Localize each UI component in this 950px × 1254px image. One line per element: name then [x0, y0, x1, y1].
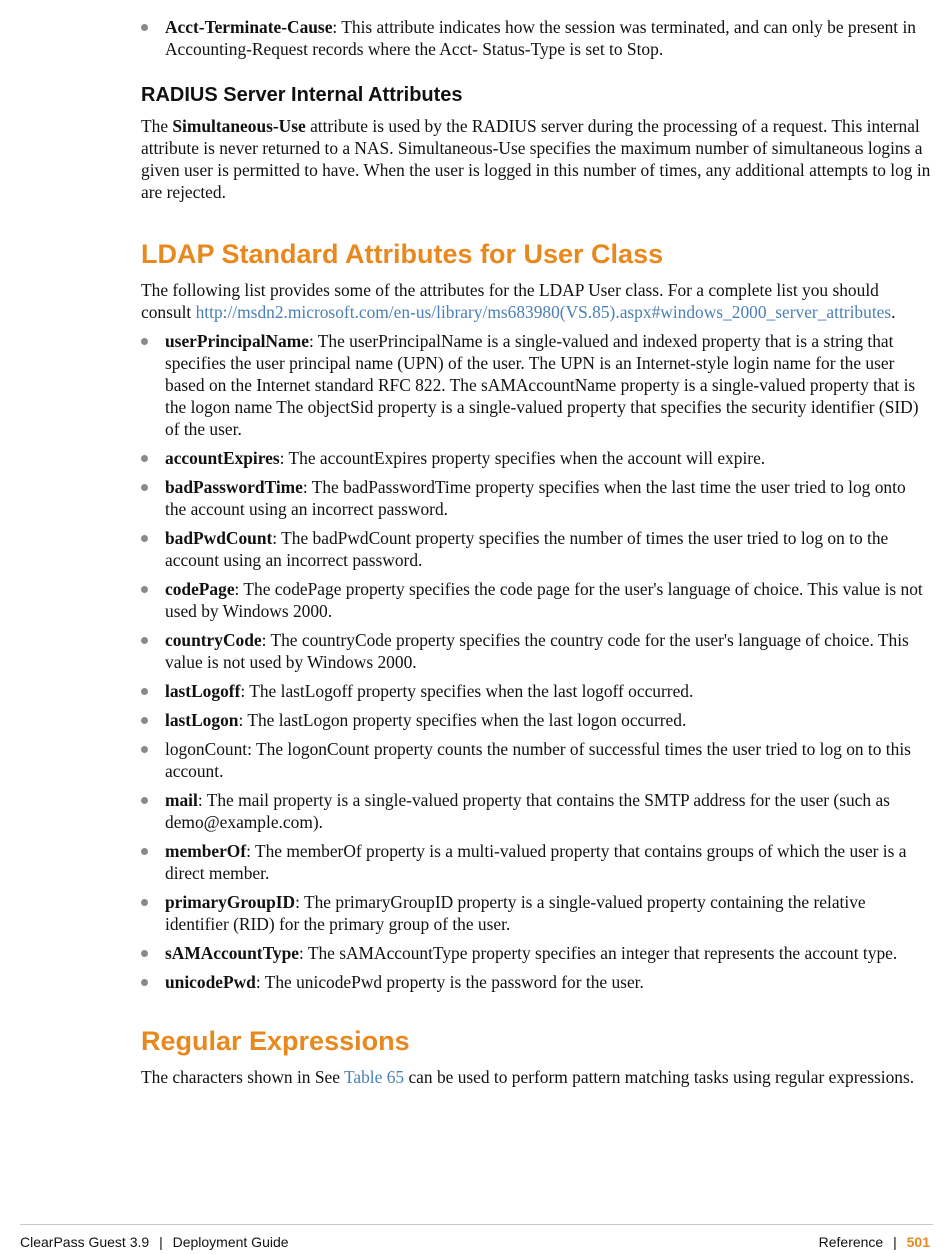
attribute-description: : The countryCode property specifies the country code for the user's language of choice. This value is not used by Windows 2000. — [165, 630, 909, 672]
bullet-icon — [141, 950, 148, 957]
attribute-term: lastLogon — [165, 710, 239, 730]
attribute-term: sAMAccountType — [165, 943, 299, 963]
attribute-description: : The accountExpires property specifies when the account will expire. — [279, 448, 766, 468]
attribute-description: : The mail property is a single-valued property that contains the SMTP address for the user (such as demo@example.com). — [165, 790, 890, 832]
attribute-description: : The badPwdCount property specifies the number of times the user tried to log on to the account using an incorrect password. — [165, 528, 889, 570]
attribute-description: : The lastLogon property specifies when the last logon occurred. — [238, 710, 687, 730]
list-item — [141, 680, 931, 702]
bullet-icon — [141, 717, 148, 724]
list-item — [141, 578, 931, 622]
ldap-intro-end: . — [891, 302, 896, 322]
ldap-intro-text: The following list provides some of the attributes for the LDAP User class. For a complete list you should consult — [141, 280, 879, 322]
attribute-term: lastLogoff — [165, 681, 241, 701]
attribute-term: Acct-Terminate-Cause — [165, 17, 333, 37]
list-item — [141, 789, 931, 833]
radius-term: Simultaneous-Use — [172, 116, 306, 136]
list-item — [141, 942, 931, 964]
bullet-icon — [141, 637, 148, 644]
attribute-term: primaryGroupID — [165, 892, 296, 912]
footer-right — [819, 1234, 930, 1250]
attribute-description: : The unicodePwd property is the password for the user. — [255, 972, 644, 992]
list-item — [141, 891, 931, 935]
footer-doc-title: Deployment Guide — [172, 1234, 289, 1250]
list-item — [141, 971, 931, 993]
footer-product: ClearPass Guest 3.9 — [20, 1234, 150, 1250]
page-content — [141, 16, 931, 1088]
bullet-icon — [141, 899, 148, 906]
attribute-term: unicodePwd — [165, 972, 256, 992]
bullet-icon — [141, 746, 148, 753]
footer-divider — [20, 1224, 933, 1225]
footer-section: Reference — [818, 1234, 884, 1250]
attribute-description: logonCount: The logonCount property counts the number of successful times the user tried to log on to this account. — [165, 739, 911, 781]
top-bullet-list — [141, 16, 931, 60]
attribute-description: : The primaryGroupID property is a single-valued property containing the relative identifier (RID) for the primary group of the user. — [165, 892, 866, 934]
list-item — [141, 476, 931, 520]
attribute-term: badPasswordTime — [165, 477, 303, 497]
radius-para-rest: attribute is used by the RADIUS server during the processing of a request. This internal attribute is never returned to a NAS. Simultaneous-Use specifies the maximum number of simultaneous logins a given user is permitted to have. When the user is logged in this number of times, any additional attempts to log in are rejected. — [141, 116, 931, 202]
attribute-description: : The memberOf property is a multi-valued property that contains groups of which the user is a direct member. — [165, 841, 907, 883]
attribute-term: badPwdCount — [165, 528, 273, 548]
table-65-link[interactable]: Table 65 — [343, 1067, 405, 1087]
footer-left — [20, 1234, 289, 1250]
list-item — [141, 738, 931, 782]
attribute-description: : The lastLogoff property specifies when the last logoff occurred. — [240, 681, 694, 701]
page-number: 501 — [906, 1234, 930, 1250]
attribute-term: userPrincipalName — [165, 331, 309, 351]
bullet-icon — [141, 848, 148, 855]
msdn-link[interactable]: http://msdn2.microsoft.com/en-us/library/ms683980(VS.85).aspx#windows_2000_server_attributes — [195, 302, 892, 322]
list-item — [141, 527, 931, 571]
ldap-heading: LDAP Standard Attributes for User Class — [141, 239, 664, 269]
list-item — [141, 330, 931, 440]
bullet-icon — [141, 586, 148, 593]
bullet-icon — [141, 24, 148, 31]
regex-para-rest: can be used to perform pattern matching tasks using regular expressions. — [404, 1067, 915, 1087]
list-item — [141, 16, 931, 60]
list-item — [141, 709, 931, 731]
attribute-term: memberOf — [165, 841, 247, 861]
attribute-description: : This attribute indicates how the session was terminated, and can only be present in Accounting-Request records where the Acct- Status-Type is set to Stop. — [165, 17, 916, 59]
footer-separator: | — [159, 1234, 163, 1250]
regex-heading: Regular Expressions — [141, 1026, 410, 1056]
bullet-icon — [141, 484, 148, 491]
bullet-icon — [141, 979, 148, 986]
ldap-intro — [141, 279, 931, 323]
regex-para-prefix: The characters shown in See — [141, 1067, 344, 1087]
list-item — [141, 840, 931, 884]
attribute-term: codePage — [165, 579, 235, 599]
radius-paragraph — [141, 115, 931, 203]
attribute-description: : The codePage property specifies the code page for the user's language of choice. This value is not used by Windows 2000. — [165, 579, 923, 621]
attribute-term: countryCode — [165, 630, 262, 650]
list-item — [141, 447, 931, 469]
bullet-icon — [141, 535, 148, 542]
bullet-icon — [141, 338, 148, 345]
attribute-description: : The sAMAccountType property specifies an integer that represents the account type. — [298, 943, 898, 963]
attribute-description: : The userPrincipalName is a single-valued and indexed property that is a string that specifies the user principal name (UPN) of the user. The UPN is an Internet-style login name for the user based on the Internet standard RFC 822. The sAMAccountName property is a single-valued property that is the logon name The objectSid property is a single-valued property that specifies the security identifier (SID) of the user. — [165, 331, 919, 439]
list-item — [141, 629, 931, 673]
radius-para-prefix: The — [141, 116, 173, 136]
attribute-term: mail — [165, 790, 198, 810]
attribute-description: : The badPasswordTime property specifies when the last time the user tried to log onto the account using an incorrect password. — [165, 477, 906, 519]
attribute-term: accountExpires — [165, 448, 280, 468]
footer-separator: | — [893, 1234, 897, 1250]
regex-paragraph — [141, 1066, 931, 1088]
radius-heading: RADIUS Server Internal Attributes — [141, 84, 463, 106]
bullet-icon — [141, 797, 148, 804]
bullet-icon — [141, 455, 148, 462]
bullet-icon — [141, 688, 148, 695]
ldap-attribute-list — [141, 330, 931, 993]
